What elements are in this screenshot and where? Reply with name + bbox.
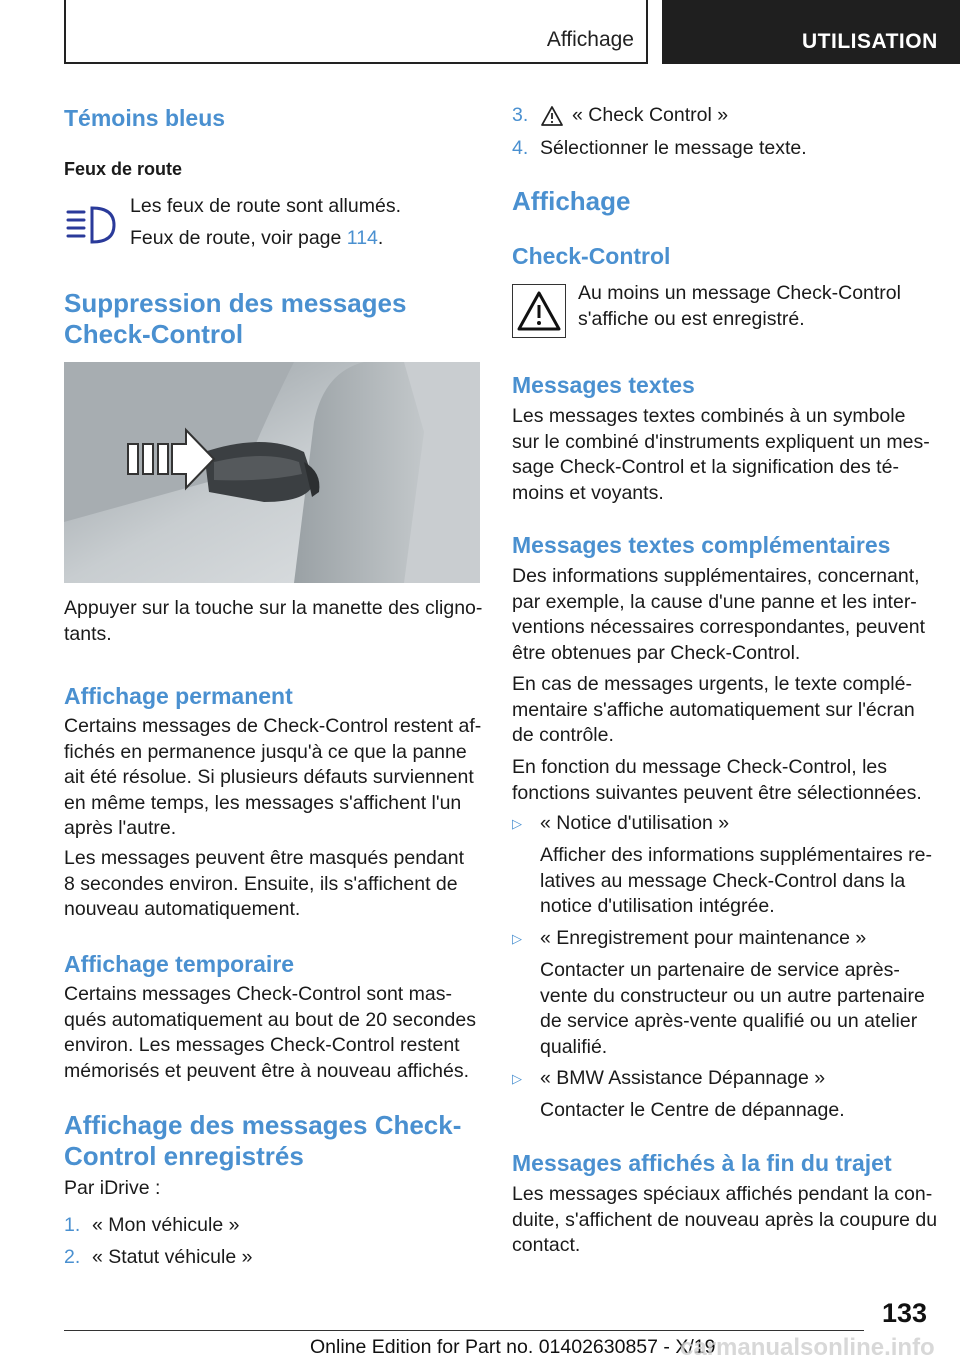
- text-line: latives au message Check-Control dans la: [540, 869, 906, 892]
- text-line: ventions nécessaires correspondantes, peuvent: [512, 616, 926, 638]
- triangle-bullet-icon: ▷: [512, 931, 522, 946]
- text-line: qués automatiquement au bout de 20 secondes: [64, 1008, 476, 1031]
- bullet-title: « Notice d'utilisation »: [540, 812, 730, 834]
- idrive-intro: Par iDrive :: [64, 1177, 161, 1199]
- text-line: mentaire s'affiche automatiquement sur l'écran: [512, 698, 915, 721]
- text-line: sage Check-Control et la signification des té‐: [512, 456, 899, 478]
- header-section-title: Affichage: [546, 28, 634, 51]
- photo-caption-line-1: Appuyer sur la touche sur la manette des cligno‐: [64, 597, 483, 619]
- text-line: Contacter le Centre de dépannage.: [540, 1099, 845, 1121]
- text-line: vente du constructeur ou un autre partenaire: [540, 984, 925, 1007]
- text-line: Des informations supplémentaires, concernant,: [512, 565, 920, 587]
- text-line: sur le combiné d'instruments expliquent un mes‐: [512, 430, 930, 453]
- feux-text-2: [130, 226, 383, 252]
- triangle-bullet-icon: ▷: [512, 816, 522, 831]
- check-control-text: [578, 281, 901, 332]
- text-line: qualifié.: [540, 1035, 608, 1058]
- bullet-title: « Enregistrement pour maintenance »: [540, 927, 867, 949]
- page-link-114[interactable]: 114: [346, 227, 378, 249]
- text-line: contact.: [512, 1234, 581, 1256]
- bullet-description: [540, 958, 925, 1060]
- permanent-paragraph-2: [64, 846, 464, 923]
- fin-paragraph: [512, 1182, 937, 1259]
- messages-textes-paragraph: [512, 404, 930, 506]
- heading-feux-de-route: Feux de route: [64, 159, 183, 179]
- text-line: de contrôle.: [512, 724, 614, 746]
- high-beam-icon: [64, 204, 118, 246]
- heading-affichage: Affichage: [512, 186, 631, 216]
- footer-divider: [64, 1330, 864, 1331]
- text-line: En cas de messages urgents, le texte complé‐: [512, 673, 912, 695]
- feux-text-2-pre: Feux de route, voir page: [130, 227, 347, 249]
- text-line: notice d'utilisation intégrée.: [540, 895, 775, 917]
- text-line: de service après-vente qualifié ou un atelier: [540, 1010, 918, 1032]
- complementaires-paragraph-2: [512, 672, 915, 749]
- text-line: après l'autre.: [64, 817, 177, 839]
- page-number: 133: [881, 1298, 927, 1328]
- step-number: 1.: [64, 1214, 81, 1236]
- text-line: nouveau automatiquement.: [64, 898, 301, 920]
- step-number: 4.: [512, 137, 529, 159]
- temporaire-paragraph: [64, 982, 476, 1084]
- heading-affichage-temporaire: Affichage temporaire: [64, 951, 295, 977]
- text-line: En fonction du message Check-Control, les: [512, 756, 888, 778]
- text-line: Certains messages de Check-Control restent af‐: [64, 715, 482, 737]
- feux-text-1: Les feux de route sont allumés.: [130, 195, 401, 217]
- text-line: s'affiche ou est enregistré.: [578, 307, 805, 330]
- complementaires-paragraph-3: [512, 755, 922, 806]
- photo-caption: [64, 596, 482, 647]
- text-line: 8 secondes environ. Ensuite, ils s'affichent de: [64, 872, 458, 895]
- text-line: moins et voyants.: [512, 481, 664, 504]
- step-text: « Statut véhicule »: [92, 1246, 253, 1268]
- bullet-description: [540, 843, 932, 920]
- text-line: Certains messages Check-Control sont mas‐: [64, 983, 452, 1005]
- bullet-title: « BMW Assistance Dépannage »: [540, 1067, 826, 1089]
- heading-affichage-permanent: Affichage permanent: [64, 683, 293, 709]
- feux-text-2-post: .: [377, 227, 384, 249]
- heading-suppression-line-1: Suppression des messages: [64, 288, 407, 318]
- complementaires-paragraph-1: [512, 564, 925, 666]
- text-line: Au moins un message Check-Control: [578, 282, 901, 304]
- heading-enregistres-line-1: Affichage des messages Check-: [64, 1110, 462, 1140]
- step-text: Sélectionner le message texte.: [540, 137, 807, 159]
- text-line: en même temps, les messages s'affichent l'un: [64, 791, 462, 814]
- text-line: environ. Les messages Check-Control restent: [64, 1034, 460, 1056]
- warning-small-icon: [540, 105, 564, 127]
- photo-caption-line-2: tants.: [64, 622, 112, 645]
- text-line: ait été résolue. Si plusieurs défauts surviennent: [64, 766, 474, 788]
- heading-fin-du-trajet: Messages affichés à la fin du trajet: [512, 1150, 892, 1176]
- watermark: carmanualsonline.info: [680, 1334, 935, 1361]
- heading-enregistres-line-2: Control enregistrés: [64, 1141, 304, 1171]
- text-line: Contacter un partenaire de service après-: [540, 959, 900, 981]
- heading-temoins-bleus: Témoins bleus: [64, 105, 226, 131]
- triangle-bullet-icon: ▷: [512, 1071, 522, 1086]
- step-number: 3.: [512, 104, 529, 126]
- text-line: duite, s'affichent de nouveau après la coupure du: [512, 1208, 938, 1231]
- step-number: 2.: [64, 1246, 81, 1268]
- text-line: mémorisés et peuvent être à nouveau affichés.: [64, 1059, 470, 1082]
- heading-enregistres: [64, 1110, 484, 1172]
- text-line: Les messages textes combinés à un symbole: [512, 405, 906, 427]
- step-text: « Mon véhicule »: [92, 1214, 240, 1236]
- heading-complementaires: Messages textes complémentaires: [512, 532, 891, 558]
- text-line: fonctions suivantes peuvent être sélectionnées.: [512, 781, 922, 804]
- text-line: fichés en permanence jusqu'à ce que la panne: [64, 740, 467, 763]
- heading-check-control: Check-Control: [512, 243, 671, 269]
- heading-suppression-line-2: Check-Control: [64, 319, 244, 349]
- text-line: Afficher des informations supplémentaires re‐: [540, 844, 932, 866]
- footer-edition: Online Edition for Part no. 01402630857 - X/19: [310, 1336, 716, 1358]
- bullet-description: [540, 1098, 845, 1124]
- text-line: par exemple, la cause d'une panne et les inter‐: [512, 590, 917, 613]
- permanent-paragraph-1: [64, 714, 481, 842]
- heading-suppression: [64, 288, 484, 350]
- heading-messages-textes: Messages textes: [512, 372, 695, 398]
- text-line: être obtenues par Check-Control.: [512, 641, 801, 664]
- stalk-photo: [64, 362, 480, 583]
- warning-triangle-icon: [512, 284, 566, 338]
- header-chapter-tab: UTILISATION: [662, 0, 960, 64]
- text-line: Les messages spéciaux affichés pendant la con‐: [512, 1183, 933, 1205]
- step-text: « Check Control »: [572, 104, 729, 126]
- text-line: Les messages peuvent être masqués pendant: [64, 847, 465, 869]
